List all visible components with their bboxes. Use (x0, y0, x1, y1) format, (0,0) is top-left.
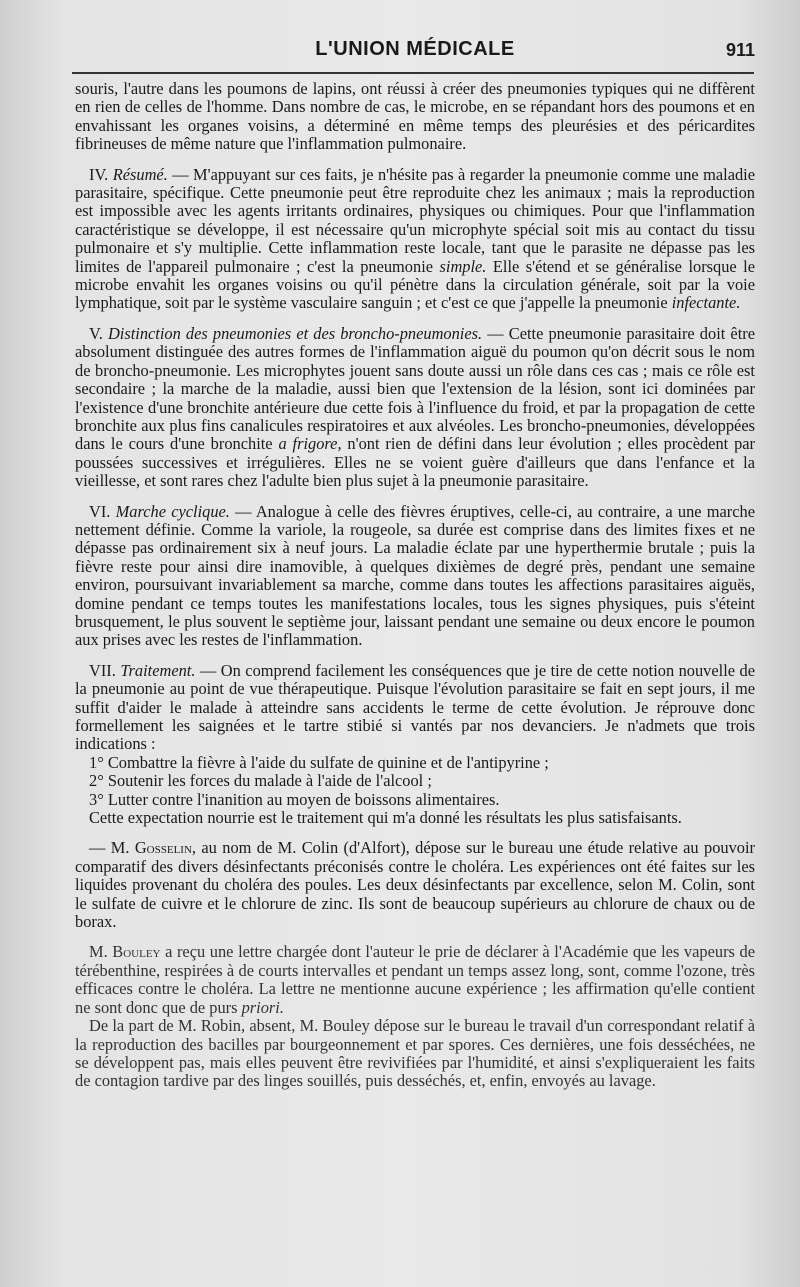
section-title: Traitement. (120, 660, 196, 680)
header-rule (72, 72, 754, 74)
person-name: Gosselin (134, 838, 192, 858)
emphasis: infectante. (671, 293, 741, 313)
section-title: Distinction des pneumonies et des broncho-pneumonies. (107, 323, 483, 343)
section-title: Résumé. (112, 164, 168, 184)
paragraph-continuation: souris, l'autre dans les poumons de lapins, ont réussi à créer des pneumonies typiques qui ne diffèrent en rien de celles de l'homme. Dans nombre de cas, le microbe, en se répandant hors des poumons et en envahissant les organes voisins, a déterminé en même temps des pleurésies et des péricardites fibrineuses de même nature que l'inflammation pulmonaire. (75, 79, 755, 154)
emphasis: simple. (439, 256, 487, 276)
paragraph-gosselin (75, 839, 755, 931)
section-traitement (75, 662, 755, 754)
section-number: IV. (89, 164, 109, 184)
section-text: — Cette pneumonie parasitaire doit être absolument distinguée des autres formes de l'inflammation aiguë du poumon qu'on décrit sous le nom de broncho-pneumonie. Les microphytes jouent sans doute aussi un rôle dans ces cas ; mais ce rôle est secondaire ; la marche de la maladie, aussi bien que l'extension de la lésion, sont ici dominées par l'existence d'une bronchite antérieure due cette fois à l'influence du froid, et par la propagation de cette bronchite aux plus fins canalicules respiratoires et aux alvéoles. Les broncho-pneumonies, développées dans le cours d'une bronchite (75, 323, 755, 454)
section-number: VII. (89, 660, 116, 680)
list-item: 2° Soutenir les forces du malade à l'aide de l'alcool ; (89, 771, 432, 791)
paragraph-conclusion: Cette expectation nourrie est le traitement qui m'a donné les résultats les plus satisfaisants. (89, 808, 682, 828)
section-marche-cyclique (75, 503, 755, 650)
article-body (75, 80, 755, 1091)
emphasis: priori. (241, 997, 284, 1017)
emphasis: a frigore, (278, 434, 342, 454)
section-text: n'ont rien de défini dans leur évolution ; elles procèdent par poussées successives et irrégulières. Elles ne se voient guère d'ailleurs que dans l'enfance et la vieillesse, et sont rares chez l'adulte bien plus sujet à la pneumonie parasitaire. (75, 434, 755, 491)
paragraph-text: a reçu une lettre chargée dont l'auteur le prie de déclarer à l'Académie que les vapeurs de térébenthine, respirées à de courts intervalles et pendant un temps assez long, sont, comme l'ozone, très efficaces contre le choléra. La lettre ne mentionne aucune expérience ; les affirmation qu'elle contient ne sont donc que de purs (75, 942, 755, 1017)
section-text: — Analogue à celle des fièvres éruptives, celle-ci, au contraire, a une marche nettement définie. Comme la variole, la rougeole, sa durée est comprise dans des limites fixes et ne dépasse pas ordinairement six à neuf jours. La maladie éclate par une hyperthermie brutale ; puis la fièvre reste pour ainsi dire inamovible, à quelques dixièmes de degré près, pendant une semaine environ, poursuivant invariablement sa marche, comme dans toutes les affections parasitaires aiguës, domine pendant ce temps toutes les manifestations locales, tous les signes physiques, puis s'éteint brusquement, le plus souvent le septième jour, laissant pendant une semaine ou deux encore le poumon aux prises avec les restes de l'inflammation. (75, 501, 755, 650)
section-number: V. (89, 323, 103, 343)
paragraph-lead: — M. (89, 838, 135, 858)
section-resume (75, 166, 755, 313)
paragraph-bouley (75, 943, 755, 1017)
paragraph-lead: M. (89, 942, 113, 962)
paragraph-text: , au nom de M. Colin (d'Alfort), dépose sur le bureau une étude relative au pouvoir comparatif des divers désinfectants préconisés contre le choléra. Les expériences ont été faites sur les liquides provenant du choléra des poules. Les deux désinfectants par excellence, selon M. Colin, sont le sulfate de cuivre et le chlorure de zinc. Ils sont de beaucoup supérieurs au chlorure de chaux ou de borax. (75, 838, 755, 932)
section-text: — M'appuyant sur ces faits, je n'hésite pas à regarder la pneumonie comme une maladie parasitaire, spécifique. Cette pneumonie peut être reproduite chez les animaux ; mais la reproduction est impossible avec les agents irritants ordinaires, physiques ou chimiques. Pour que l'inflammation caractéristique se développe, il est nécessaire qu'un microphyte spécial soit mis au contact du tissu pulmonaire et s'y multiplie. Cette inflammation reste locale, tant que le parasite ne dépasse pas les limites de l'appareil pulmonaire ; c'est la pneumonie (75, 164, 755, 276)
list-item: 1° Combattre la fièvre à l'aide du sulfate de quinine et de l'antipyrine ; (89, 752, 549, 772)
section-distinction (75, 325, 755, 491)
person-name: Bouley (112, 942, 161, 962)
page-number: 911 (725, 40, 755, 60)
section-text: Elle s'étend et se généralise lorsque le microbe envahit les organes voisins ou qu'il pénètre dans la circulation générale, soit par la voie lymphatique, soit par le système vasculaire sanguin ; et c'est ce que j'appelle la pneumonie (75, 256, 756, 313)
page-header (75, 38, 755, 66)
list-item: 3° Lutter contre l'inanition au moyen de boissons alimentaires. (89, 789, 500, 809)
section-title: Marche cyclique. (115, 501, 230, 521)
running-title: L'UNION MÉDICALE (315, 38, 515, 60)
section-text: — On comprend facilement les conséquences que je tire de cette notion nouvelle de la pneumonie au point de vue thérapeutique. Puisque l'évolution parasitaire se fait en sept jours, il me suffit d'aider le malade à atteindre sans accidents le terme de cette évolution. Je réprouve donc formellement les saignées et le tartre stibié si vantés par nos devanciers. Je n'admets que trois indications : (75, 660, 755, 754)
paragraph-robin: De la part de M. Robin, absent, M. Bouley dépose sur le bureau le travail d'un correspondant relatif à la reproduction des bacilles par bourgeonnement et par spores. Ces dernières, une fois desséchées, ne se développent pas, mais elles peuvent être revivifiées par l'humidité, et ainsi s'expliqueraient les faits de contagion tardive par des linges souillés, puis desséchés, et, enfin, envoyés au lavage. (75, 1016, 755, 1091)
section-number: VI. (89, 501, 111, 521)
